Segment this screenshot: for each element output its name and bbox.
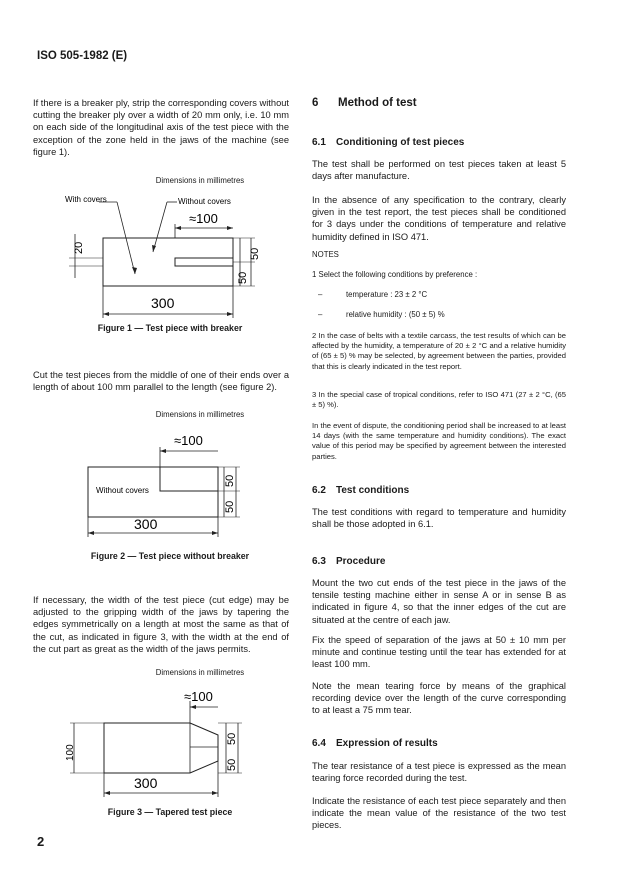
figure-1-dim-left: 20 (73, 241, 85, 254)
section-6-1-title: Conditioning of test pieces (336, 137, 465, 148)
figure-1-dim-top: ≈100 (189, 211, 218, 226)
section-6-heading (312, 97, 566, 109)
section-6-1-number: 6.1 (312, 137, 326, 148)
figure-3-caption: Figure 3 — Tapered test piece (107, 807, 233, 817)
results-paragraph-1: The tear resistance of a test piece is expressed as the mean tearing force recorded during the test. (312, 761, 566, 784)
figure-1-label-without-covers: Without covers (178, 197, 231, 206)
section-6-3-heading (312, 556, 566, 567)
section-6-4-number: 6.4 (312, 738, 326, 749)
note-2: 2 In the case of belts with a textile carcass, the test results of which can be affected by the humidity, a temperature of 20 ± 2 °C and a relative humidity of (65 ± 5) % may be selected, by agreement between the parties, provided that this is clearly indicated in the test report. (312, 331, 566, 371)
section-6-1-heading (312, 137, 566, 148)
figure-2-label-without-covers: Without covers (96, 486, 149, 495)
figure-3-dim-right-a: 50 (226, 732, 238, 745)
notes-title: NOTES (312, 250, 339, 259)
section-6-4-heading (312, 738, 566, 749)
procedure-paragraph-3: Note the mean tearing force by means of the graphical recording device over the length of the curve corresponding to at least a 75 mm tear. (312, 681, 566, 716)
procedure-paragraph-2: Fix the speed of separation of the jaws at 50 ± 10 mm per minute and continue testing until the tear has extended for at least 100 mm. (312, 635, 566, 670)
figure-1-dim-bottom: 300 (151, 295, 175, 311)
results-paragraph-2: Indicate the resistance of each test piece separately and then indicate the mean value of the resistance of the two test pieces. (312, 796, 566, 831)
cut-test-pieces-paragraph: Cut the test pieces from the middle of one of their ends over a length of about 100 mm parallel to the length (see figure 2). (33, 370, 289, 393)
figure-3-dimensions-note: Dimensions in millimetres (155, 668, 245, 677)
section-6-title: Method of test (338, 97, 417, 109)
page-number: 2 (37, 834, 45, 849)
figure-2-dim-bottom: 300 (134, 516, 158, 532)
section-6-2-number: 6.2 (312, 485, 326, 496)
figure-2-dim-right-b: 50 (224, 500, 236, 513)
list-item: – relative humidity : (50 ± 5) % (318, 310, 445, 319)
note-1-item-temperature: temperature : 23 ± 2 °C (346, 290, 428, 299)
dispute-paragraph: In the event of dispute, the conditioning period shall be increased to at least 14 days (with the same temperature and humidity conditions). The exact value of this period may be specified by agreement between the interested parties. (312, 421, 566, 461)
figure-2-dimensions-note: Dimensions in millimetres (155, 410, 245, 419)
figure-1-caption: Figure 1 — Test piece with breaker (97, 323, 243, 333)
procedure-paragraph-1: Mount the two cut ends of the test piece in the jaws of the tensile testing machine either in sense A or in sense B as indicated in figure 4, so that the inner edges of the cut are situated at the centre of each jaw. (312, 578, 566, 625)
note-1-item-humidity: relative humidity : (50 ± 5) % (346, 310, 445, 319)
figure-3-dim-top: ≈100 (184, 689, 213, 704)
conditioning-paragraph-1: The test shall be performed on test pieces taken at least 5 days after manufacture. (312, 159, 566, 182)
figure-1-label-with-covers: With covers (65, 195, 107, 204)
section-6-2-title: Test conditions (336, 485, 410, 496)
figure-1-drawing (55, 190, 261, 325)
figure-2-dim-top: ≈100 (174, 433, 203, 448)
figure-1-dimensions-note: Dimensions in millimetres (155, 176, 245, 185)
note-1: 1 Select the following conditions by preference : (312, 270, 478, 279)
section-6-3-number: 6.3 (312, 556, 326, 567)
tapering-paragraph: If necessary, the width of the test piece (cut edge) may be adjusted to the gripping width of the jaws by tapering the edges symmetrically on a length at most the same as that of the cut, as indicated in figure 3, with the width at the end of the cut part as great as the width of the jaws permits. (33, 595, 289, 654)
figure-2-drawing (60, 425, 250, 545)
figure-1-dim-right-b: 50 (249, 247, 261, 260)
figure-3-drawing (60, 683, 250, 808)
note-1-item-list (312, 290, 566, 320)
section-6-3-title: Procedure (336, 556, 386, 567)
section-6-number: 6 (312, 97, 319, 109)
conditioning-paragraph-2: In the absence of any specification to the contrary, clearly given in the test report, the test pieces shall be conditioned for 3 days under the conditions of temperature and relative humidity defined in ISO 471. (312, 195, 566, 242)
document-header: ISO 505-1982 (E) (37, 50, 128, 62)
section-6-4-title: Expression of results (336, 738, 438, 749)
test-conditions-paragraph: The test conditions with regard to temperature and humidity shall be those adopted in 6.1. (312, 507, 566, 530)
figure-3-dim-right-b: 50 (226, 758, 238, 771)
list-item: – temperature : 23 ± 2 °C (318, 290, 428, 299)
section-6-2-heading (312, 485, 566, 496)
figure-2-dim-right-a: 50 (224, 474, 236, 487)
note-3: 3 In the special case of tropical conditions, refer to ISO 471 (27 ± 2 °C, (65 ± 5) %). (312, 390, 566, 410)
breaker-ply-paragraph: If there is a breaker ply, strip the corresponding covers without cutting the breaker ply over a width of 20 mm only, i.e. 10 mm on each side of the longitudinal axis of the test piece with the exception of the zone held in the jaws of the machine (see figure 1). (33, 98, 289, 157)
figure-1-dim-right-a: 50 (237, 271, 249, 284)
figure-3-dim-left: 100 (65, 744, 76, 761)
figure-2-caption: Figure 2 — Test piece without breaker (90, 551, 250, 561)
figure-3-dim-bottom: 300 (134, 775, 158, 791)
